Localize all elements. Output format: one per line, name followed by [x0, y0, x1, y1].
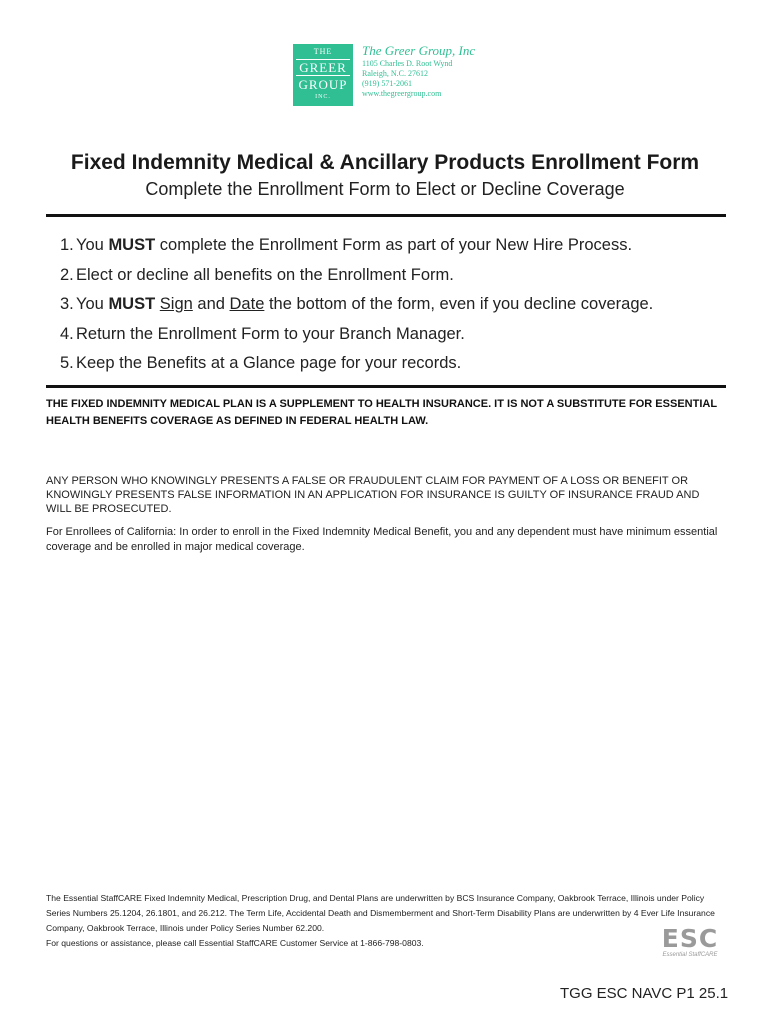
item-text: You [76, 295, 109, 313]
item-emphasis: MUST [108, 295, 156, 313]
underwriting-text: The Essential StaffCARE Fixed Indemnity Medical, Prescription Drug, and Dental Plans are underwritten by BCS Insurance Company, Oakbrook Terrace, Illinois under Policy Series Numbers 25.1204, 26.1801, and 26.212. The Term Life, Accidental Death and Dismemberment and Short-Term Disability Plans are underwritten by 4 Ever Life Insurance Company, Oakbrook Terrace, Illinois under Policy Series Number 62.200. [46, 893, 715, 933]
item-text: complete the Enrollment Form as part of your New Hire Process. [155, 236, 633, 254]
company-address-1: 1105 Charles D. Root Wynd [362, 59, 453, 68]
company-name: The Greer Group, Inc [362, 43, 476, 58]
item-text: Return the Enrollment Form to your Branch Manager. [76, 324, 465, 343]
divider-top [46, 214, 726, 217]
item-number: 2. [60, 265, 74, 284]
divider-middle [46, 385, 726, 388]
instruction-item [60, 320, 653, 350]
california-note: For Enrollees of California: In order to enroll in the Fixed Indemnity Medical Benefit, you and any dependent must have minimum essential coverage and be enrolled in major medical coverage. [46, 526, 718, 553]
item-text: You [76, 236, 109, 254]
item-underline-sign: Sign [159, 295, 193, 313]
item-emphasis: MUST [108, 236, 156, 254]
instruction-item [60, 231, 653, 261]
esc-logo [655, 926, 725, 960]
item-text: Elect or decline all benefits on the Enrollment Form. [76, 265, 454, 284]
company-phone: (919) 571-2061 [362, 79, 412, 88]
item-number: 3. [60, 295, 74, 313]
instruction-item [60, 261, 653, 291]
company-address-2: Raleigh, N.C. 27612 [362, 69, 428, 78]
logo-line-3: GROUP [298, 77, 348, 92]
item-number: 5. [60, 354, 74, 372]
greer-group-logo [293, 44, 353, 106]
item-number: 1. [60, 236, 74, 254]
company-website[interactable]: www.thegreergroup.com [362, 89, 442, 98]
page-subtitle: Complete the Enrollment Form to Elect or Decline Coverage [145, 179, 625, 199]
page-title: Fixed Indemnity Medical & Ancillary Products Enrollment Form [70, 151, 700, 174]
logo-line-2: GREER [296, 59, 350, 76]
contact-text: For questions or assistance, please call Essential StaffCARE Customer Service at 1-866-798-0803. [46, 938, 424, 948]
fraud-warning: ANY PERSON WHO KNOWINGLY PRESENTS A FALSE OR FRAUDULENT CLAIM FOR PAYMENT OF A LOSS OR BENEFIT OR KNOWINGLY PRESENTS FALSE INFORMATION IN AN APPLICATION FOR INSURANCE IS GUILTY OF INSURANCE FRAUD AND WILL BE PROSECUTED. [46, 475, 700, 515]
logo-line-4: INC. [315, 94, 331, 100]
instruction-item [60, 290, 653, 320]
instruction-list [60, 231, 653, 379]
company-info [362, 43, 475, 99]
instruction-item [60, 349, 653, 379]
esc-logo-tagline: Essential StaffCARE [662, 952, 718, 958]
item-text: and [192, 295, 230, 313]
item-text: the bottom of the form, even if you decline coverage. [264, 295, 654, 313]
logo-line-1: THE [313, 47, 333, 56]
item-underline-date: Date [229, 295, 265, 313]
esc-logo-mark: ESC [661, 924, 719, 953]
footer-disclosure [46, 891, 730, 951]
item-text: Keep the Benefits at a Glance page for your records. [76, 354, 462, 372]
supplement-notice: THE FIXED INDEMNITY MEDICAL PLAN IS A SUPPLEMENT TO HEALTH INSURANCE. IT IS NOT A SUBSTITUTE FOR ESSENTIAL HEALTH BENEFITS COVERAGE AS DEFINED IN FEDERAL HEALTH LAW. [46, 398, 717, 427]
item-number: 4. [60, 324, 74, 343]
form-code: TGG ESC NAVC P1 25.1 [560, 985, 729, 1002]
